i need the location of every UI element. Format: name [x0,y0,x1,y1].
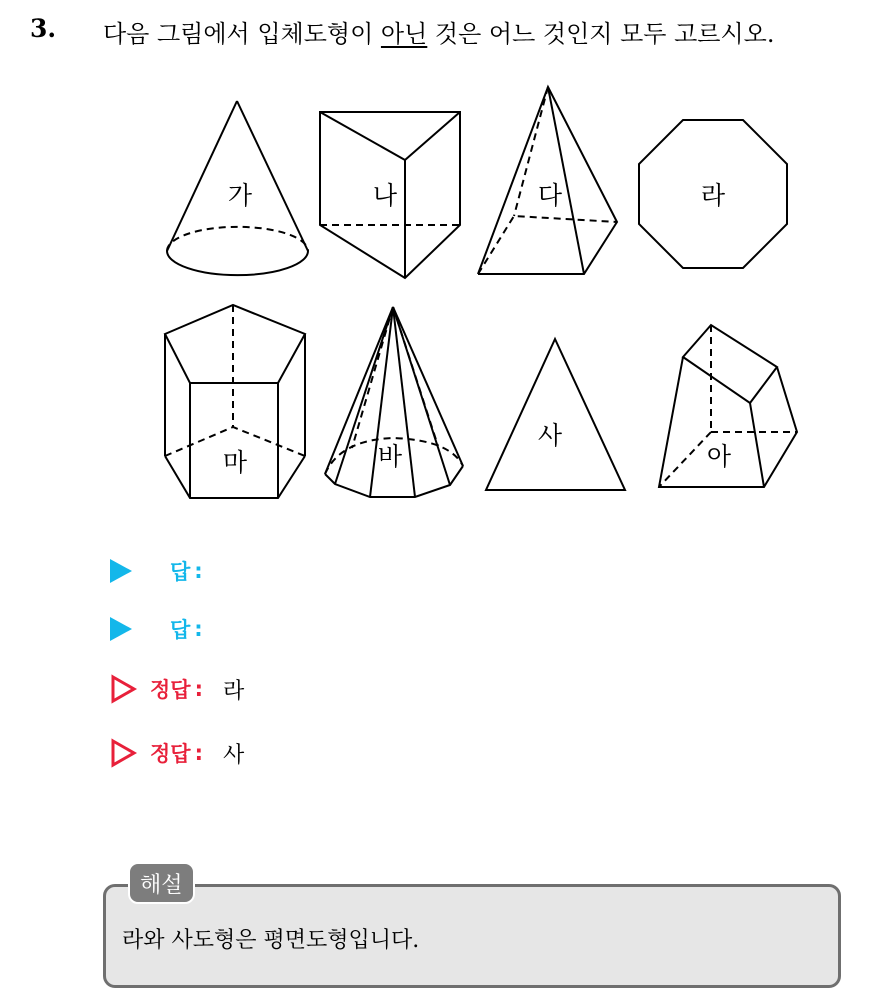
play-filled-icon [110,617,132,641]
answer-blank-2 [110,612,203,646]
answer-colon: : [194,617,203,641]
play-filled-icon [110,559,132,583]
question-number: 3. [30,14,57,43]
figure-label-ra: 라 [700,181,726,210]
question-text-underlined: 아닌 [380,20,428,48]
figure-label-ga: 가 [227,181,253,210]
question-text-after: 것은 어느 것인지 모두 고르시오. [427,20,775,48]
answer-colon: : [194,677,203,701]
answer-colon: : [194,741,203,765]
play-outline-icon [113,677,134,701]
correct-answer-value: 사 [222,742,245,768]
figure-label-sa: 사 [537,421,563,450]
answer-blank-1 [110,554,203,588]
figure-label-ma: 마 [222,448,248,477]
figure-label-na: 나 [372,181,398,210]
figure-label-ba: 바 [377,442,403,471]
answer-label: 답 [170,618,191,642]
correct-answer-label: 정답 [150,742,191,766]
correct-answer-2 [140,736,244,770]
answer-label: 답 [170,560,191,584]
question-text-before: 다음 그림에서 입체도형이 [103,20,381,48]
answer-markers [113,677,134,765]
figure-triangle [486,339,625,490]
correct-answer-label: 정답 [150,678,191,702]
figure-label-da: 다 [537,181,563,210]
explanation-tag: 해설 [128,862,195,904]
answer-colon: : [194,559,203,583]
figure-labels [223,181,732,477]
correct-answer-1 [140,672,244,706]
correct-answer-value: 라 [222,678,245,704]
figure-label-a: 아 [706,442,732,471]
play-outline-icon [113,741,134,765]
explanation-text: 라와 사도형은 평면도형입니다. [122,928,420,953]
